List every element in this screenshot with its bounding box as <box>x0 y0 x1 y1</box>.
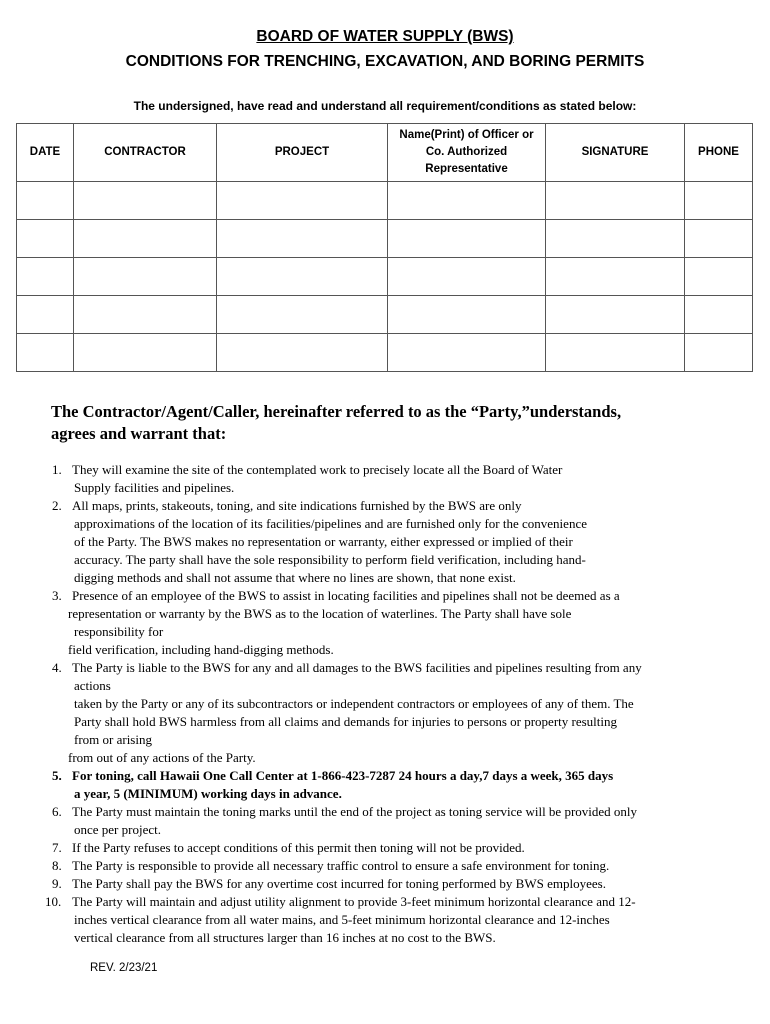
condition-text: vertical clearance from all structures larger than 16 inches at no cost to the BWS. <box>74 930 496 945</box>
table-row <box>17 220 753 258</box>
condition-number: 2. <box>52 498 62 513</box>
condition-item <box>28 893 738 947</box>
condition-number: 5. <box>52 768 62 783</box>
condition-number: 4. <box>52 660 62 675</box>
officer-cell[interactable] <box>388 334 546 372</box>
condition-number: 10. <box>45 894 62 909</box>
condition-item <box>28 659 738 767</box>
condition-text: If the Party refuses to accept conditions of this permit then toning will not be provided. <box>72 840 525 855</box>
date-cell[interactable] <box>17 258 74 296</box>
condition-text: actions <box>74 678 111 693</box>
condition-number: 8. <box>52 858 62 873</box>
party-agreement-statement <box>51 401 731 445</box>
condition-text: from or arising <box>74 732 152 747</box>
document-title: BOARD OF WATER SUPPLY (BWS) <box>256 28 514 45</box>
agreement-line: agrees and warrant that: <box>51 424 227 443</box>
condition-item <box>28 839 738 857</box>
project-cell[interactable] <box>217 182 388 220</box>
officer-header-line: Co. Authorized <box>425 146 508 158</box>
phone-cell[interactable] <box>685 182 753 220</box>
table-row <box>17 296 753 334</box>
table-row <box>17 182 753 220</box>
agreement-line: The Contractor/Agent/Caller, hereinafter referred to as the “Party,”understands, <box>51 402 622 421</box>
acknowledgement-statement: The undersigned, have read and understand all requirement/conditions as stated below: <box>133 99 637 113</box>
phone-cell[interactable] <box>685 296 753 334</box>
date-cell[interactable] <box>17 296 74 334</box>
date-column-header: DATE <box>17 124 74 182</box>
condition-text: of the Party. The BWS makes no representation or warranty, either expressed or implied of their <box>74 534 573 549</box>
table-row <box>17 258 753 296</box>
contractor-cell[interactable] <box>74 258 217 296</box>
date-cell[interactable] <box>17 334 74 372</box>
condition-item <box>28 875 738 893</box>
condition-text: once per project. <box>74 822 161 837</box>
condition-text: For toning, call Hawaii One Call Center at 1-866-423-7287 24 hours a day,7 days a week, 365 days <box>72 768 614 783</box>
contractor-cell[interactable] <box>74 182 217 220</box>
condition-item <box>28 857 738 875</box>
condition-number: 1. <box>52 462 62 477</box>
condition-number: 9. <box>52 876 62 891</box>
project-cell[interactable] <box>217 220 388 258</box>
condition-text: Party shall hold BWS harmless from all claims and demands for injuries to persons or property resulting <box>74 714 618 729</box>
contractor-cell[interactable] <box>74 220 217 258</box>
conditions-list <box>28 461 738 947</box>
condition-text: The Party must maintain the toning marks until the end of the project as toning service will be provided only <box>72 804 638 819</box>
officer-header-line: Name(Print) of Officer or <box>399 129 534 141</box>
condition-text: They will examine the site of the contemplated work to precisely locate all the Board of Water <box>72 462 563 477</box>
condition-text: The Party is responsible to provide all necessary traffic control to ensure a safe environment for toning. <box>72 858 610 873</box>
project-cell[interactable] <box>217 296 388 334</box>
condition-text: The Party shall pay the BWS for any overtime cost incurred for toning performed by BWS employees. <box>72 876 606 891</box>
table-row <box>17 334 753 372</box>
condition-text: The Party will maintain and adjust utility alignment to provide 3-feet minimum horizontal clearance and 12- <box>72 894 636 909</box>
table-header-row <box>17 124 753 182</box>
signature-cell[interactable] <box>546 258 685 296</box>
phone-column-header: PHONE <box>685 124 753 182</box>
signature-cell[interactable] <box>546 220 685 258</box>
project-cell[interactable] <box>217 258 388 296</box>
condition-number: 3. <box>52 588 62 603</box>
condition-number: 7. <box>52 840 62 855</box>
condition-text: Supply facilities and pipelines. <box>74 480 235 495</box>
condition-text: The Party is liable to the BWS for any and all damages to the BWS facilities and pipelines resulting from any <box>72 660 642 675</box>
officer-header-line: Representative <box>425 163 508 175</box>
condition-text: field verification, including hand-digging methods. <box>68 642 334 657</box>
project-column-header: PROJECT <box>217 124 388 182</box>
officer-cell[interactable] <box>388 220 546 258</box>
officer-cell[interactable] <box>388 296 546 334</box>
phone-cell[interactable] <box>685 334 753 372</box>
condition-text: digging methods and shall not assume that where no lines are shown, that none exist. <box>74 570 516 585</box>
condition-item <box>28 767 738 803</box>
condition-number: 6. <box>52 804 62 819</box>
signature-cell[interactable] <box>546 296 685 334</box>
contractor-column-header: CONTRACTOR <box>74 124 217 182</box>
officer-cell[interactable] <box>388 258 546 296</box>
document-subtitle: CONDITIONS FOR TRENCHING, EXCAVATION, AND BORING PERMITS <box>125 53 645 70</box>
condition-text: from out of any actions of the Party. <box>68 750 256 765</box>
signature-cell[interactable] <box>546 182 685 220</box>
condition-text: a year, 5 (MINIMUM) working days in advance. <box>74 786 342 801</box>
officer-cell[interactable] <box>388 182 546 220</box>
condition-text: taken by the Party or any of its subcontractors or independent contractors or employees of any of them. The <box>74 696 634 711</box>
contractor-cell[interactable] <box>74 296 217 334</box>
signature-column-header: SIGNATURE <box>546 124 685 182</box>
condition-text: responsibility for <box>74 624 164 639</box>
condition-item <box>28 461 738 497</box>
date-cell[interactable] <box>17 182 74 220</box>
phone-cell[interactable] <box>685 220 753 258</box>
project-cell[interactable] <box>217 334 388 372</box>
condition-text: approximations of the location of its facilities/pipelines and are furnished only for the convenience <box>74 516 587 531</box>
date-cell[interactable] <box>17 220 74 258</box>
condition-text: representation or warranty by the BWS as to the location of waterlines. The Party shall have sole <box>68 606 572 621</box>
officer-column-header <box>388 124 546 182</box>
signature-table <box>16 123 753 372</box>
condition-text: Presence of an employee of the BWS to assist in locating facilities and pipelines shall not be deemed as a <box>72 588 620 603</box>
condition-item <box>28 803 738 839</box>
revision-date: REV. 2/23/21 <box>90 962 158 974</box>
condition-text: All maps, prints, stakeouts, toning, and site indications furnished by the BWS are only <box>72 498 522 513</box>
condition-item <box>28 497 738 587</box>
condition-text: inches vertical clearance from all water mains, and 5-feet minimum horizontal clearance and 12-inches <box>74 912 610 927</box>
condition-text: accuracy. The party shall have the sole responsibility to perform field verification, including hand- <box>74 552 586 567</box>
phone-cell[interactable] <box>685 258 753 296</box>
contractor-cell[interactable] <box>74 334 217 372</box>
condition-item <box>28 587 738 659</box>
signature-cell[interactable] <box>546 334 685 372</box>
